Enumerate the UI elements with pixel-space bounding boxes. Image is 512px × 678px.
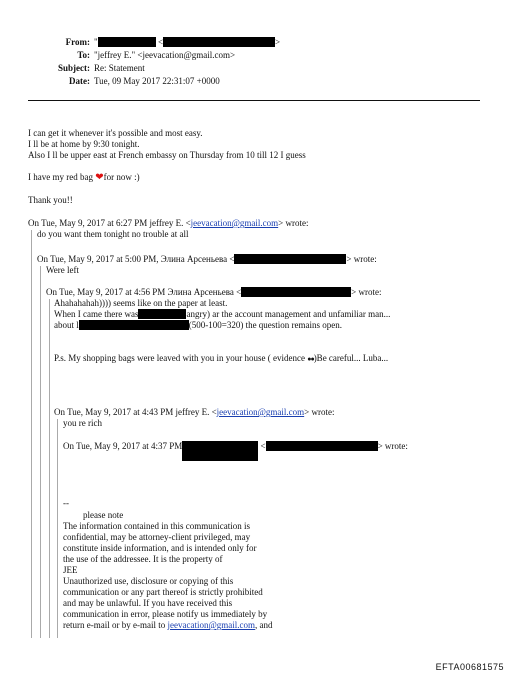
quote-3-line-3a: about l — [54, 320, 79, 330]
redaction-block — [98, 37, 156, 47]
signature-line: and may be unlawful. If you have received this — [63, 598, 233, 608]
bag-text: I have my red bag — [28, 172, 93, 182]
signature-line: JEE — [63, 565, 78, 575]
from-value — [94, 37, 280, 48]
signature-email-link[interactable]: jeevacation@gmail.com — [167, 620, 255, 630]
quote-3-line-2a: When I came there was — [54, 309, 139, 319]
quote-5-header — [63, 441, 408, 461]
from-quote: " — [94, 37, 98, 47]
bag-tail: for now :) — [103, 172, 140, 182]
quote-1-email-link[interactable]: jeevacation@gmail.com — [190, 218, 279, 228]
quote-1-suffix: > wrote: — [278, 218, 309, 228]
from-label: From: — [65, 37, 90, 47]
body-line-1: I can get it whenever it's possible and most easy. — [28, 128, 203, 138]
quote-2-header — [37, 254, 377, 265]
quote-2-suffix: > wrote: — [346, 254, 377, 264]
quote-3-line-3 — [54, 320, 342, 331]
quote-5-prefix: On Tue, May 9, 2017 at 4:37 PM — [63, 441, 183, 451]
quote-bar-2 — [40, 266, 41, 638]
quote-4-suffix: > wrote: — [304, 407, 335, 417]
signature-line: communication or any part thereof is strictly prohibited — [63, 587, 263, 597]
signature-line: Unauthorized use, disclosure or copying of this — [63, 576, 234, 586]
signature-line: the use of the addressee. It is the property of — [63, 554, 223, 564]
quote-bar-4 — [57, 419, 58, 638]
signature-line: The information contained in this communication is — [63, 521, 250, 531]
redaction-block — [163, 37, 275, 47]
quote-3-ps-text: P.s. My shopping bags were leaved with you in your house ( evidence — [54, 353, 305, 363]
quote-4-text: you re rich — [63, 418, 102, 428]
quote-5-lt: < — [260, 441, 266, 451]
signature-dashes: -- — [63, 498, 69, 508]
to-value: "jeffrey E." <jeevacation@gmail.com> — [94, 50, 236, 60]
to-label: To: — [77, 50, 90, 60]
redaction-block — [266, 441, 378, 451]
date-value: Tue, 09 May 2017 22:31:07 +0000 — [94, 76, 220, 86]
redaction-block — [234, 254, 346, 264]
quote-5-suffix: > wrote: — [377, 441, 408, 451]
quote-3-line-2b: angry) ar the account management and unfamiliar man... — [186, 309, 391, 319]
quote-3-prefix: On Tue, May 9, 2017 at 4:56 PM Элина Арсеньева < — [46, 287, 242, 297]
quote-2-prefix: On Tue, May 9, 2017 at 5:00 PM, Элина Арсеньева < — [37, 254, 235, 264]
quote-4-email-link[interactable]: jeevacation@gmail.com — [216, 407, 305, 417]
quote-4-prefix: On Tue, May 9, 2017 at 4:43 PM jeffrey E. < — [54, 407, 217, 417]
eyes-icon: ●● — [307, 355, 314, 363]
quote-3-header — [46, 287, 382, 298]
signature-line: constitute inside information, and is intended only for — [63, 543, 257, 553]
from-lt: < — [157, 37, 164, 47]
signature-line: confidential, may be attorney-client privileged, may — [63, 532, 251, 542]
quote-3-suffix: > wrote: — [351, 287, 382, 297]
quote-1-header — [28, 218, 309, 229]
document-id: EFTA00681575 — [435, 662, 504, 672]
date-label: Date: — [69, 76, 90, 86]
header-divider — [28, 100, 480, 101]
redaction-block — [79, 320, 189, 330]
redaction-block — [138, 309, 186, 319]
signature-last-line — [63, 620, 272, 631]
quote-3-ps-tail: )Be careful... Luba... — [313, 353, 389, 363]
subject-label: Subject: — [58, 63, 90, 73]
redaction-block — [182, 441, 258, 461]
quote-3-line-1: Ahahahahah)))) seems like on the paper at least. — [54, 298, 228, 308]
quote-bar-1 — [31, 230, 32, 638]
body-bag-line — [28, 172, 140, 183]
signature-last-suffix: , and — [254, 620, 273, 630]
signature-note: please note — [83, 510, 124, 520]
body-line-3: Also I ll be upper east at French embassy on Thursday from 10 till 12 I guess — [28, 150, 306, 160]
quote-3-ps — [54, 353, 388, 365]
quote-1-text: do you want them tonight no trouble at all — [37, 229, 189, 239]
quote-2-text: Were left — [46, 265, 80, 275]
quote-bar-3 — [49, 299, 50, 638]
quote-3-line-2 — [54, 309, 390, 320]
subject-value: Re: Statement — [94, 63, 145, 73]
quote-4-header — [54, 407, 335, 418]
body-thanks: Thank you!! — [28, 195, 73, 205]
heart-icon: ❤ — [95, 172, 104, 183]
redaction-block — [241, 287, 351, 297]
body-line-2: I ll be at home by 9:30 tonight. — [28, 139, 140, 149]
quote-1-prefix: On Tue, May 9, 2017 at 6:27 PM jeffrey E. < — [28, 218, 191, 228]
quote-3-line-3b: (500-100=320) the question remains open. — [188, 320, 343, 330]
signature-last-prefix: return e-mail or by e-mail to — [63, 620, 168, 630]
from-gt: > — [275, 37, 281, 47]
signature-line: communication in error, please notify us immediately by — [63, 609, 268, 619]
